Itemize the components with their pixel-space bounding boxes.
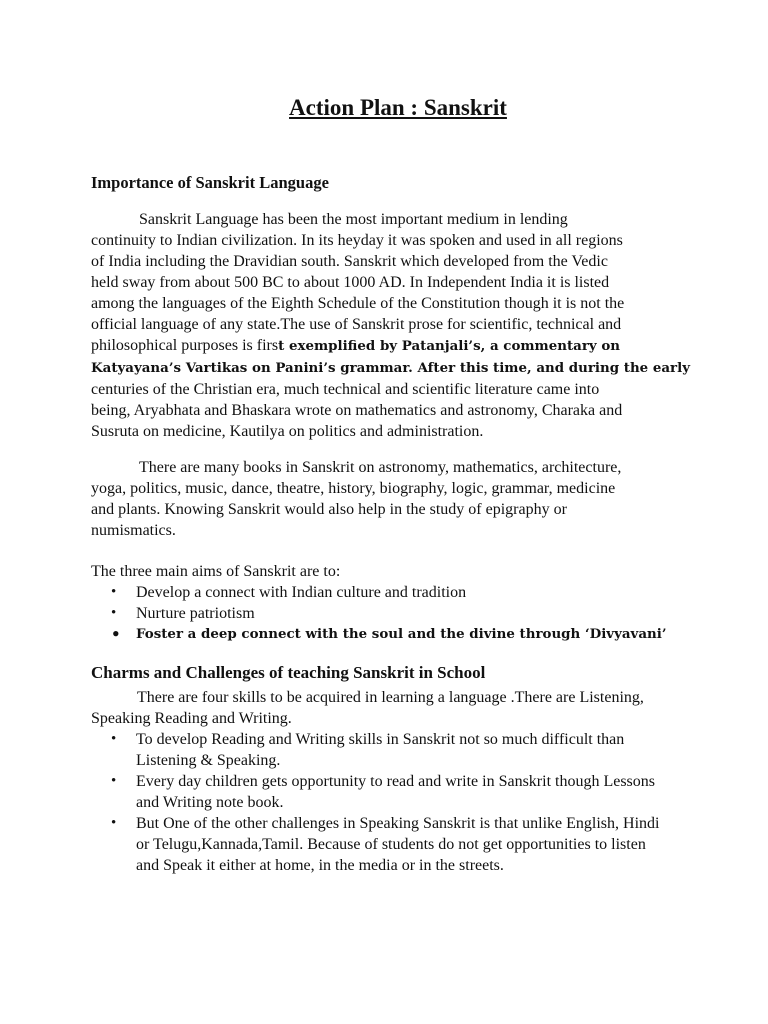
- intro-line: Speaking Reading and Writing.: [91, 710, 292, 727]
- bullet-icon: •: [111, 605, 117, 621]
- point-line: To develop Reading and Writing skills in Sanskrit not so much difficult than: [136, 731, 625, 748]
- aim-text: Develop a connect with Indian culture and tradition: [136, 584, 467, 601]
- point-line: Every day children gets opportunity to read and write in Sanskrit though Lessons: [136, 773, 656, 790]
- para2-line: There are many books in Sanskrit on astronomy, mathematics, architecture,: [139, 459, 622, 476]
- list-item: [91, 771, 716, 813]
- list-item: [91, 813, 716, 876]
- point-line: Listening & Speaking.: [136, 752, 281, 769]
- aim-text: Nurture patriotism: [136, 605, 255, 622]
- paragraph-importance: [91, 209, 716, 442]
- para1-line: official language of any state.The use of Sanskrit prose for scientific, technical and: [91, 316, 622, 333]
- point-line: But One of the other challenges in Speaking Sanskrit is that unlike English, Hindi: [136, 815, 660, 832]
- paragraph-books: [91, 457, 716, 541]
- point-line: and Speak it either at home, in the media or in the streets.: [136, 857, 504, 874]
- list-item: [91, 624, 716, 645]
- para2-line: and plants. Knowing Sanskrit would also help in the study of epigraphy or: [91, 501, 567, 518]
- intro-line: There are four skills to be acquired in learning a language .There are Listening,: [137, 689, 644, 706]
- para2-line: numismatics.: [91, 522, 176, 539]
- aims-intro: The three main aims of Sanskrit are to:: [91, 563, 341, 580]
- challenges-list: [91, 729, 716, 876]
- bullet-icon: •: [111, 731, 117, 747]
- aims-list: [91, 582, 716, 645]
- bullet-icon: •: [111, 815, 117, 831]
- paragraph-skills: [91, 687, 716, 729]
- point-line: or Telugu,Kannada,Tamil. Because of students do not get opportunities to listen: [136, 836, 646, 853]
- para1-line: held sway from about 500 BC to about 1000 AD. In Independent India it is listed: [91, 274, 610, 291]
- bullet-icon: •: [111, 584, 117, 600]
- para1-bold-text: t exemplified by Patanjali’s, a commentary on: [278, 338, 620, 354]
- para1-line: Sanskrit Language has been the most important medium in lending: [139, 211, 568, 228]
- para1-line: centuries of the Christian era, much technical and scientific literature came into: [91, 381, 600, 398]
- list-item: [91, 603, 716, 624]
- para1-line: among the languages of the Eighth Schedule of the Constitution though it is not the: [91, 295, 625, 312]
- list-item: [91, 582, 716, 603]
- para1-line: being, Aryabhata and Bhaskara wrote on mathematics and astronomy, Charaka and: [91, 402, 623, 419]
- section-heading-charms: Charms and Challenges of teaching Sanskrit in School: [91, 663, 486, 682]
- section-heading-importance: Importance of Sanskrit Language: [91, 173, 329, 192]
- para1-line: of India including the Dravidian south. Sanskrit which developed from the Vedic: [91, 253, 608, 270]
- bullet-icon: •: [111, 625, 121, 643]
- para1-line: philosophical purposes is firs: [91, 337, 279, 354]
- list-item: [91, 729, 716, 771]
- page-title: Action Plan : Sanskrit: [289, 95, 507, 120]
- point-line: and Writing note book.: [136, 794, 284, 811]
- bullet-icon: •: [111, 773, 117, 789]
- para1-bold-text: Katyayana’s Vartikas on Panini’s grammar. After this time, and during the early: [91, 360, 690, 376]
- para1-line: Susruta on medicine, Kautilya on politics and administration.: [91, 423, 484, 440]
- para2-line: yoga, politics, music, dance, theatre, history, biography, logic, grammar, medicine: [91, 480, 616, 497]
- para1-line: continuity to Indian civilization. In its heyday it was spoken and used in all regions: [91, 232, 623, 249]
- aim-text: Foster a deep connect with the soul and the divine through ‘Divyavani’: [136, 626, 667, 642]
